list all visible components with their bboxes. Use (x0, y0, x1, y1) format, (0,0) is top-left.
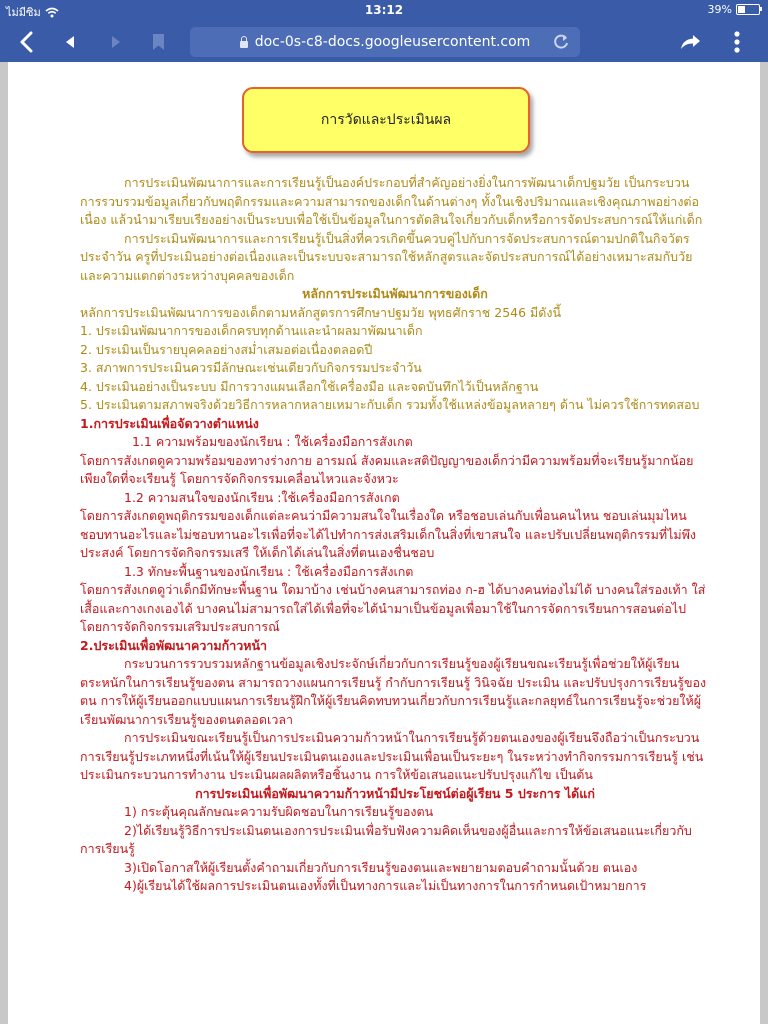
share-icon[interactable] (676, 27, 706, 57)
document-title-box (242, 87, 530, 153)
back-icon[interactable] (11, 27, 41, 57)
document-content (80, 174, 710, 896)
principle-item-2: 2. ประเมินเป็นรายบุคคลอย่างสม่ำเสมอต่อเนื่องตลอดปี (80, 341, 373, 357)
battery-icon (736, 4, 760, 15)
principle-item-5: 5. ประเมินตามสภาพจริงด้วยวิธีการหลากหลายเหมาะกับเด็ก รวมทั้งใช้แหล่งข้อมูลหลายๆ ด้าน ไม่ควรใช้การทดสอบ (80, 397, 700, 412)
principle-item-1: 1. ประเมินพัฒนาการของเด็กครบทุกด้านและนำผลมาพัฒนาเด็ก (80, 323, 423, 338)
url-text: doc-0s-c8-docs.googleusercontent.com (254, 34, 531, 50)
document-viewer[interactable] (0, 62, 768, 1024)
subsection-1-1-title: 1.1 ความพร้อมของนักเรียน : ใช้เครื่องมือการสังเกต (132, 434, 413, 449)
clock: 13:12 (364, 3, 404, 17)
more-icon[interactable] (722, 27, 752, 57)
benefit-item-4: 4)ผู้เรียนได้ใช้ผลการประเมินตนเองทั้งที่เป็นทางการและไม่เป็นทางการในการกำหนดเป้าหมายการ (124, 878, 647, 893)
subsection-1-2-body: โดยการสังเกตดูพฤติกรรมของเด็กแต่ละคนว่ามีความสนใจในเรื่องใด หรือชอบเล่นกับเพื่อนคนไหน ชอบเล่นมุมไหน ชอบทานอะไรและไม่ชอบทานอะไรเพื่อที่จะได้ไปทำการส่งเสริมเด็กในสิ่งที่เขาสนใจ และปรับเปลี่ยนพฤติกรรมที่ไม่พึงประสงค์ โดยการจัดกิจกรรมเสรี ให้เด็กได้เล่นในสิ่งที่ตนเองชื่นชอบ (80, 508, 696, 560)
section-2-paragraph-1: กระบวนการรวบรวมหลักฐานข้อมูลเชิงประจักษ์เกี่ยวกับการเรียนรู้ของผู้เรียนขณะเรียนรู้เพื่อช่วยให้ผู้เรียนตระหนักในการเรียนรู้ของตน สามารถวางแผนการเรียนรู้ กำกับการเรียนรู้ วินิจฉัย ประเมิน และปรับปรุงการเรียนรู้ของตน การให้ผู้เรียนออกแบบแผนการเรียนรู้ฝึกให้ผู้เรียนคิดทบทวนเกี่ยวกับการเรียนรู้และกลยุทธ์ในการเรียนรู้จะช่วยให้ผู้เรียนพัฒนาการเรียนรู้ของตนตลอดเวลา (80, 656, 707, 727)
document-title: การวัดและประเมินผล (320, 112, 452, 128)
subsection-1-3-body: โดยการสังเกตดูว่าเด็กมีทักษะพื้นฐาน ใดมาบ้าง เช่นบ้างคนสามารถท่อง ก-ฮ ได้บางคนท่องไม่ได้ บางคนใส่รองเท้า ใส่เสื้อและกางเกงเองได้ บางคนไม่สามารถใส่ได้เพื่อที่จะได้นำมาเป็นข้อมูลเพื่อมาใช้ในการจัดการเรียนการสอนต่อไป โดยการจัดกิจกรรมเสริมประสบการณ์ (80, 582, 706, 634)
carrier-label: ไม่มีซิม (6, 6, 41, 19)
battery-group (708, 3, 760, 16)
document-page (8, 62, 760, 1024)
battery-percent: 39% (707, 3, 732, 16)
lock-icon (240, 41, 248, 48)
status-bar (0, 0, 768, 20)
subsection-1-2-title: 1.2 ความสนใจของนักเรียน :ใช้เครื่องมือการสังเกต (124, 489, 400, 505)
browser-toolbar (0, 22, 768, 62)
benefit-item-2: 2)ได้เรียนรู้วิธีการประเมินตนเองการประเมินเพื่อรับฟังความคิดเห็นของผู้อื่นและการให้ข้อเสนอแนะเกี่ยวกับการเรียนรู้ (80, 822, 692, 856)
intro-paragraph-2: การประเมินพัฒนาการและการเรียนรู้เป็นสิ่งที่ควรเกิดขึ้นควบคู่ไปกับการจัดประสบการณ์ตามปกติในกิจวัตรประจำวัน ครูที่ประเมินอย่างต่อเนื่องและเป็นระบบจะสามารถใช้หลักสูตรและจัดประสบการณ์ได้อย่างเหมาะสมกับวัย และความแตกต่างระหว่างบุคคลของเด็ก (80, 230, 693, 283)
benefit-item-3: 3)เปิดโอกาสให้ผู้เรียนตั้งคำถามเกี่ยวกับการเรียนรู้ของตนและพยายามตอบคำถามนั้นด้วย ตนเอง (124, 859, 638, 875)
next-icon[interactable] (101, 27, 131, 57)
previous-icon[interactable] (55, 27, 85, 57)
principle-item-3: 3. สภาพการประเมินควรมีลักษณะเช่นเดียวกับกิจกรรมประจำวัน (80, 360, 422, 375)
subsection-1-1-body: โดยการสังเกตดูความพร้อมของทางร่างกาย อารมณ์ สังคมและสติปัญญาของเด็กว่ามีความพร้อมที่จะเรียนรู้มากน้อยเพียงใดที่จะเรียนรู้ โดยการจัดกิจกรรมเคลื่อนไหวและจังหวะ (80, 452, 694, 486)
section-2-paragraph-2: การประเมินขณะเรียนรู้เป็นการประเมินความก้าวหน้าในการเรียนรู้ด้วยตนเองของผู้เรียนจึงถือว่าเป็นกระบวนการเรียนรู้ประเภทหนึ่งที่เน้นให้ผู้เรียนประเมินตนเองและประเมินเพื่อนเป็นระยะๆ ในระหว่างทำกิจกรรมการเรียนรู้ เช่น ประเมินกระบวนการทำงาน ประเมินผลผลิตหรือชิ้นงาน การให้ข้อเสนอแนะปรับปรุงแก้ไข เป็นต้น (80, 730, 704, 782)
reload-icon[interactable] (552, 33, 570, 51)
benefit-item-1: 1) กระตุ้นคุณลักษณะความรับผิดชอบในการเรียนรู้ของตน (124, 804, 434, 819)
bookmark-icon[interactable] (143, 27, 173, 57)
section-2-heading: 2.ประเมินเพื่อพัฒนาความก้าวหน้า (80, 637, 268, 653)
browser-chrome (0, 0, 768, 62)
benefits-heading: การประเมินเพื่อพัฒนาความก้าวหน้ามีประโยชน์ต่อผู้เรียน 5 ประการ ได้แก่ (195, 785, 595, 801)
subsection-1-3-title: 1.3 ทักษะพื้นฐานของนักเรียน : ใช้เครื่องมือการสังเกต (124, 563, 414, 579)
section-1-heading: 1.การประเมินเพื่อจัดวางตำแหน่ง (80, 415, 259, 431)
intro-paragraph-1: การประเมินพัฒนาการและการเรียนรู้เป็นองค์ประกอบที่สำคัญอย่างยิ่งในการพัฒนาเด็กปฐมวัย เป็นกระบวนการรวบรวมข้อมูลเกี่ยวกับพฤติกรรมและความสามารถของเด็กในด้านต่างๆ ทั้งในเชิงปริมาณและเชิงคุณภาพอย่างต่อเนื่อง แล้วนำมาเรียบเรียงอย่างเป็นระบบเพื่อใช้เป็นข้อมูลในการตัดสินใจเกี่ยวกับเด็กหรือการจัดประสบการณ์ให้แก่เด็ก (80, 175, 703, 227)
principle-item-4: 4. ประเมินอย่างเป็นระบบ มีการวางแผนเลือกใช้เครื่องมือ และจดบันทึกไว้เป็นหลักฐาน (80, 378, 539, 394)
principles-intro: หลักการประเมินพัฒนาการของเด็กตามหลักสูตรการศึกษาปฐมวัย พุทธศักราช 2546 มีดังนี้ (80, 304, 562, 320)
url-bar[interactable] (190, 27, 580, 57)
principles-heading: หลักการประเมินพัฒนาการของเด็ก (302, 286, 488, 301)
